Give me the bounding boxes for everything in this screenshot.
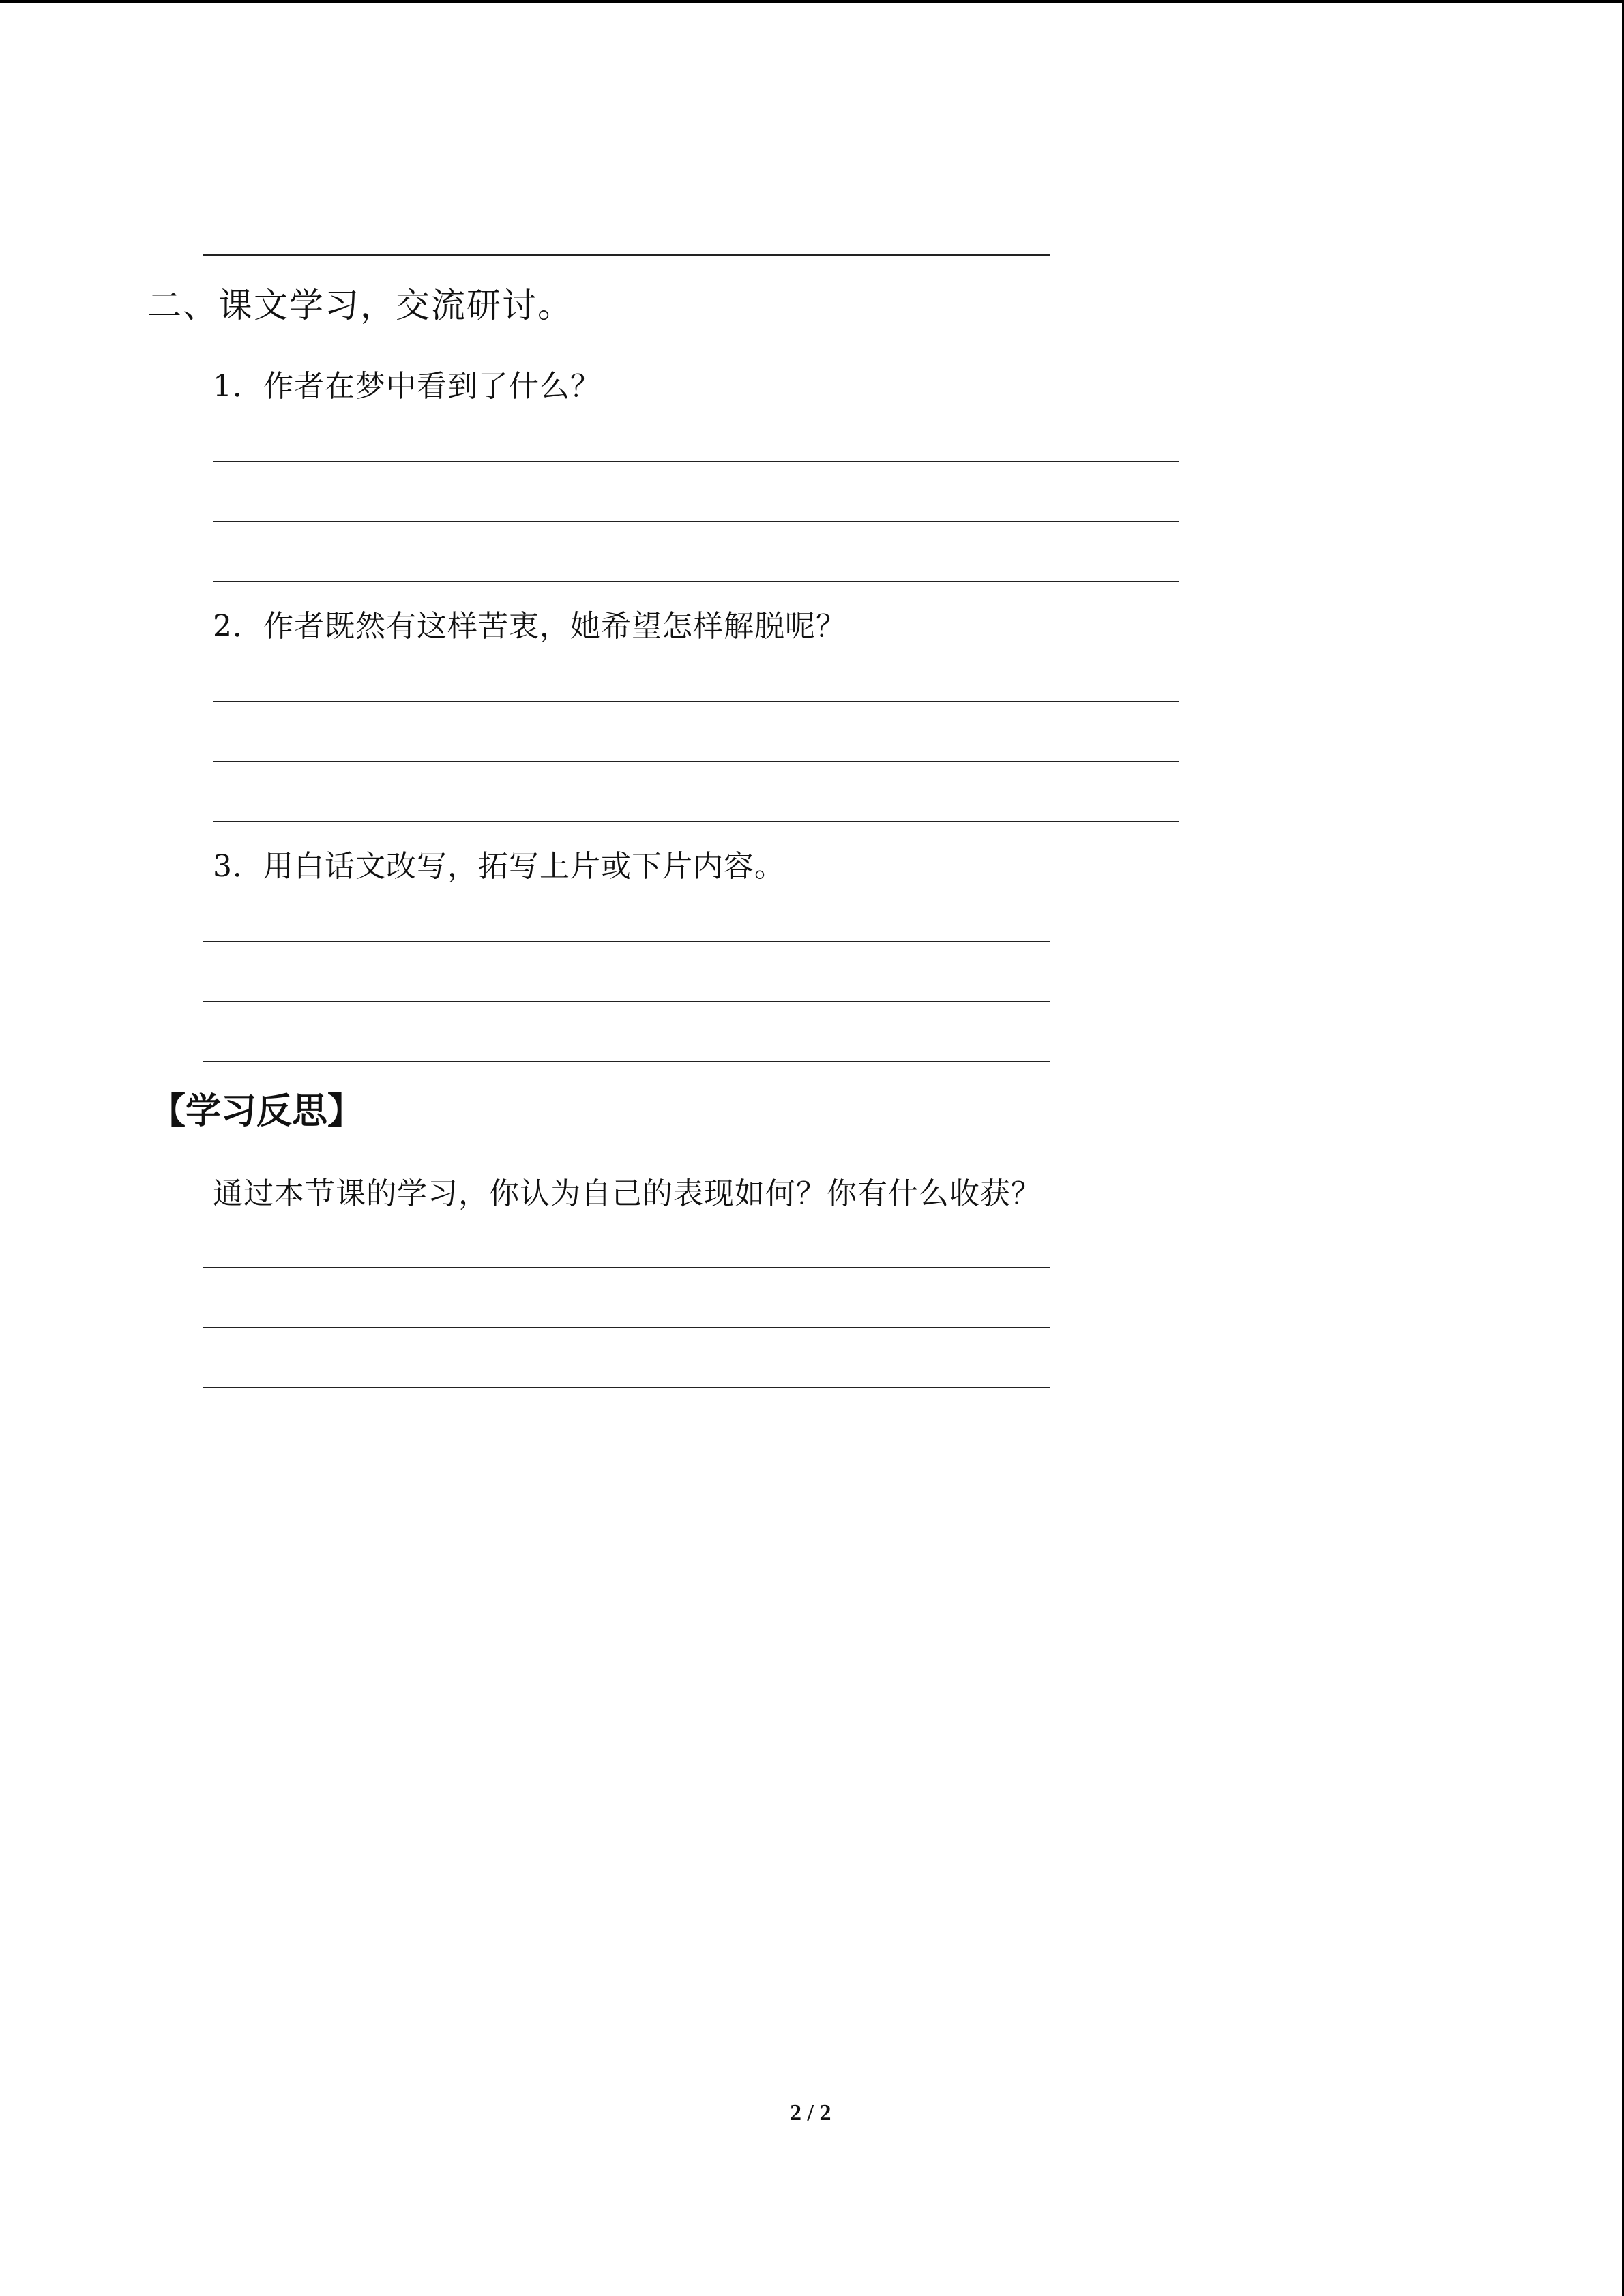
question-3: 3．用白话文改写，拓写上片或下片内容。 [213, 849, 785, 884]
section-heading: 二、课文学习，交流研讨。 [147, 286, 573, 325]
question-2: 2．作者既然有这样苦衷，她希望怎样解脱呢？ [213, 609, 846, 644]
answer-line[interactable] [213, 761, 1179, 762]
answer-line[interactable] [203, 941, 1050, 942]
answer-line[interactable] [213, 821, 1179, 822]
answer-line[interactable] [203, 1327, 1050, 1328]
answer-line[interactable] [203, 1061, 1050, 1062]
answer-line[interactable] [213, 701, 1179, 702]
answer-line[interactable] [213, 461, 1179, 462]
answer-line[interactable] [203, 254, 1050, 256]
page-number: 2 / 2 [790, 2100, 831, 2126]
answer-line[interactable] [213, 521, 1179, 522]
answer-line[interactable] [203, 1001, 1050, 1002]
page-top-border [0, 0, 1624, 3]
reflection-title: 【学习反思】 [150, 1091, 364, 1132]
answer-line[interactable] [213, 581, 1179, 582]
answer-line[interactable] [203, 1387, 1050, 1388]
reflection-prompt: 通过本节课的学习，你认为自己的表现如何？你有什么收获？ [213, 1176, 1042, 1211]
answer-line[interactable] [203, 1267, 1050, 1268]
question-1: 1．作者在梦中看到了什么？ [213, 369, 601, 404]
